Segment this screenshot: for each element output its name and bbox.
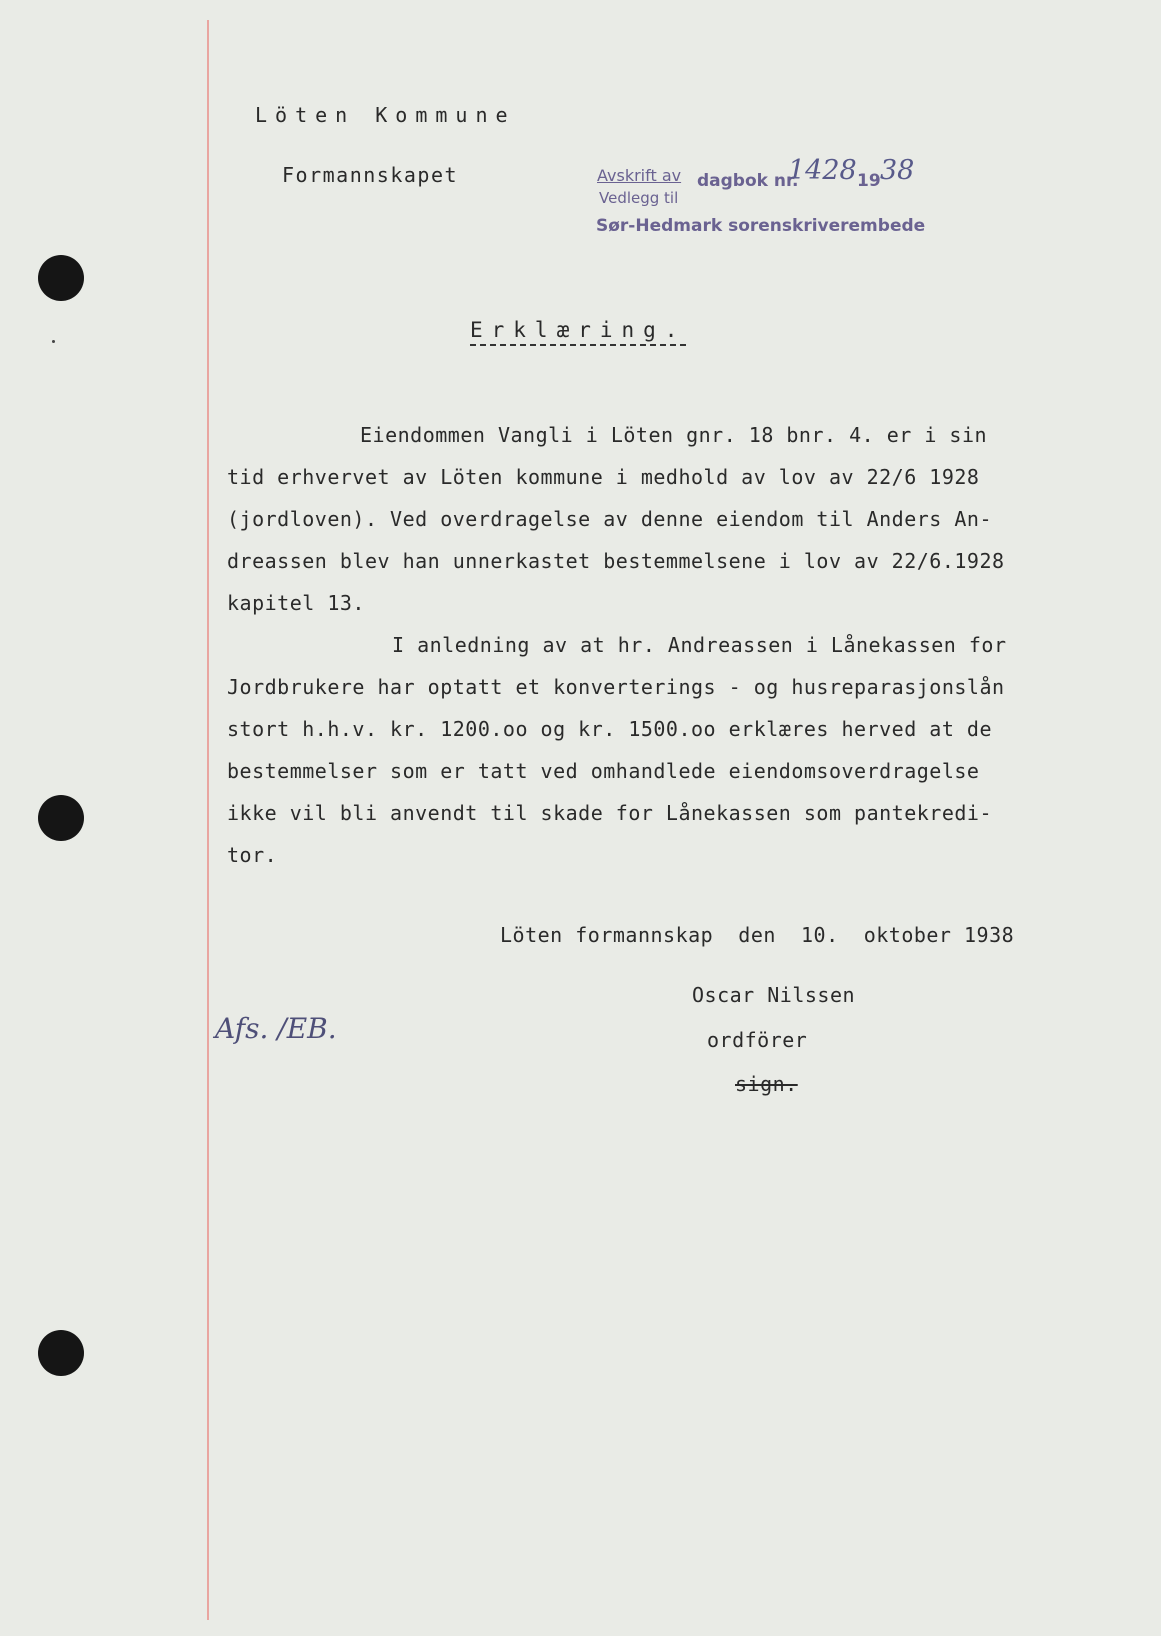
text-line: (jordloven). Ved overdragelse av denne eiendom til Anders An-: [227, 507, 993, 531]
punch-hole: [38, 1330, 84, 1376]
department-heading: Formannskapet: [282, 163, 459, 187]
stamp-year-handwritten: 38: [880, 155, 915, 186]
text-line: ikke vil bli anvendt til skade for Lånekassen som pantekredi-: [227, 801, 993, 825]
text-line: Jordbrukere har optatt et konverterings - og husreparasjonslån: [227, 675, 1005, 699]
stamp-attachment: Vedlegg til: [599, 189, 679, 207]
signatory-role: ordförer: [707, 1028, 808, 1052]
text-line: kapitel 13.: [227, 591, 365, 615]
text-line: I anledning av at hr. Andreassen i Lånekassen for: [392, 633, 1007, 657]
text-line: stort h.h.v. kr. 1200.oo og kr. 1500.oo erklæres herved at de: [227, 717, 993, 741]
handwritten-initials: Afs. /EB.: [215, 1012, 337, 1045]
municipality-heading: Löten Kommune: [255, 103, 516, 127]
stamp-prefix: Avskrift av: [597, 166, 682, 185]
punch-hole: [38, 795, 84, 841]
speck: [52, 340, 55, 343]
stamp-office: Sør-Hedmark sorenskriverembede: [596, 216, 926, 236]
stamp-journal-number: 1428: [788, 155, 857, 186]
signed-mark: sign.: [735, 1072, 798, 1096]
text-line: tor.: [227, 843, 278, 867]
document-title: Erklæring.: [470, 318, 686, 346]
text-line: tid erhvervet av Löten kommune i medhold av lov av 22/6 1928: [227, 465, 980, 489]
stamp-journal-label: dagbok nr.: [697, 171, 799, 191]
signatory-name: Oscar Nilssen: [692, 983, 856, 1007]
margin-line: [207, 20, 209, 1620]
place-date: Löten formannskap den 10. oktober 1938: [500, 923, 1015, 947]
punch-hole: [38, 255, 84, 301]
text-line: bestemmelser som er tatt ved omhandlede eiendomsoverdragelse: [227, 759, 980, 783]
text-line: dreassen blev han unnerkastet bestemmelsene i lov av 22/6.1928: [227, 549, 1005, 573]
text-line: Eiendommen Vangli i Löten gnr. 18 bnr. 4. er i sin: [360, 423, 988, 447]
stamp-year-printed: 19: [857, 171, 881, 191]
